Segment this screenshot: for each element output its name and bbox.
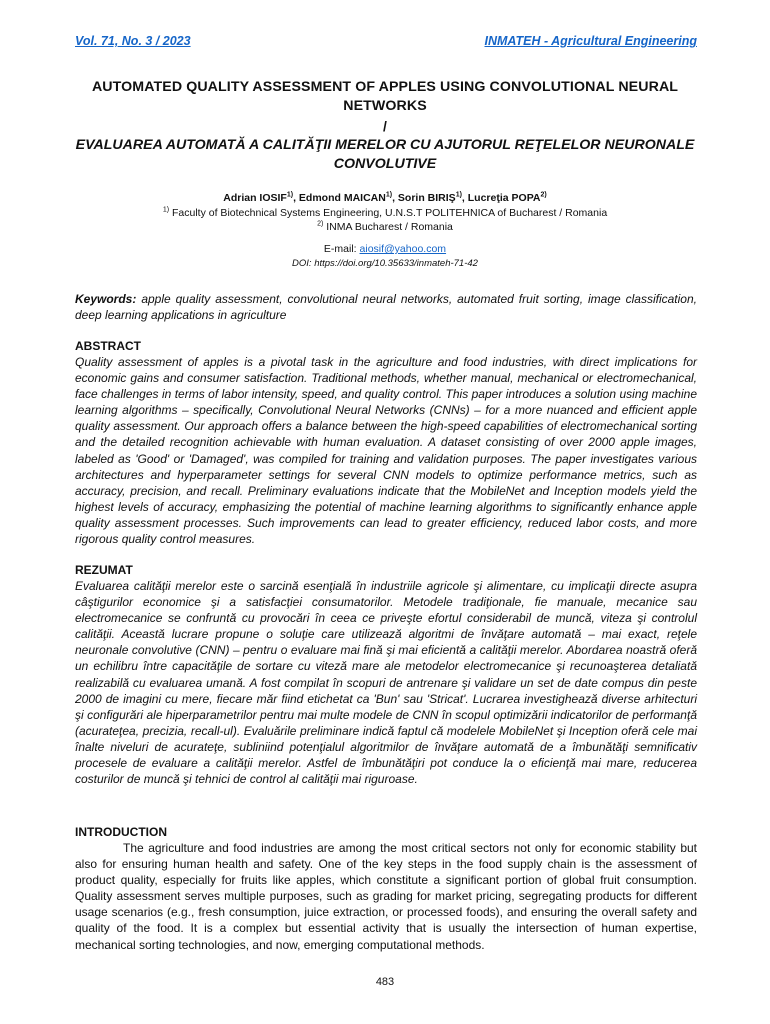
affiliation-2 [75, 221, 695, 233]
keywords-text: apple quality assessment, convolutional neural networks, automated fruit sorting, image classification, deep learning applications in agriculture [75, 292, 697, 322]
email-label: E-mail: [323, 243, 357, 255]
affiliation-mark: 1) [162, 206, 170, 214]
journal-volume-link[interactable]: Vol. 71, No. 3 / 2023 [75, 34, 191, 48]
affiliation-1 [75, 207, 695, 219]
title-romanian: EVALUAREA AUTOMATĂ A CALITĂŢII MERELOR CU AJUTORUL REŢELELOR NEURONALE CONVOLUTIVE [75, 137, 695, 172]
doi: DOI: https://doi.org/10.35633/inmateh-71-42 [292, 258, 478, 269]
author-affiliation-mark: 1) [385, 191, 393, 199]
affiliation-text: Faculty of Biotechnical Systems Engineering, U.N.S.T POLITEHNICA of Bucharest / Romania [172, 207, 608, 219]
page-number: 483 [375, 976, 395, 988]
rezumat-heading: REZUMAT [75, 563, 133, 577]
introduction-text: The agriculture and food industries are among the most critical sectors not only for economic stability but also for ensuring human health and safety. One of the key steps in the food supply chain is the assessment of product quality, especially for fruits like apples, which constitute a significant portion of global fruit consumption. Quality assessment serves multiple purposes, such as grading for market pricing, segregating products for different usage scenarios (e.g., fresh consumption, juice extraction, or processed foods), and ensuring the overall safety and quality of the food. It is a complex but essential activity that is usually the intersection of human expertise, mechanical sorting technologies, and now, emerging computational methods. [75, 841, 697, 952]
abstract-heading: ABSTRACT [75, 339, 141, 353]
author-name: Lucreţia POPA [467, 192, 541, 204]
author-affiliation-mark: 1) [286, 191, 294, 199]
author-name: Edmond MAICAN [298, 192, 386, 204]
author-name: Sorin BIRIŞ [397, 192, 456, 204]
journal-name-link[interactable]: INMATEH - Agricultural Engineering [484, 34, 697, 48]
author-list: Adrian IOSIF$^{1)}$, Edmond MAICAN$^{1)}$, Sorin BIRIŞ$^{1)}$, Lucreţia POPA$^{2)}$ [223, 191, 547, 204]
keywords-label: Keywords: [75, 292, 137, 306]
title-separator: / [383, 118, 387, 134]
contact-email [75, 243, 695, 255]
author-affiliation-mark: 2) [540, 191, 547, 199]
title-english: AUTOMATED QUALITY ASSESSMENT OF APPLES USING CONVOLUTIONAL NEURAL NETWORKS [91, 79, 679, 114]
author-affiliation-mark: 1) [455, 191, 462, 199]
introduction-heading: INTRODUCTION [75, 825, 167, 839]
rezumat-text: Evaluarea calităţii merelor este o sarcină esenţială în industriile agricole şi alimentare, cu implicaţii directe asupra câştigurilor economice şi a satisfacţiei consumatorilor. Metodele tradiţionale, fie manuale, mecanice sau electromecanice se confruntă cu provocări în ceea ce priveşte efortul considerabil de muncă, viteza şi controlul calităţii. Această lucrare propune o soluţie care utilizează algoritmi de învăţare automată – mai exact, reţele neuronale convolutive (CNN) – pentru o evaluare mai fină şi mai eficientă a calităţii merelor. Abordarea noastră oferă un echilibru între capacităţile de sortare cu viteză mare ale metodelor electromecanice şi recunoaşterea detaliată realizabilă cu evaluarea umană. A fost compilat în scopuri de antrenare şi validare un set de date compus din peste 2000 de imagini cu mere, fiecare măr fiind etichetat ca 'Bun' sau 'Stricat'. Lucrarea investighează diverse arhitecturi şi configurări ale hiperparametrilor pentru mai multe modele de CNN în scopul optimizării indicatorilor de performanţă (acurateţea, precizia, recall-ul). Evaluările preliminare indică faptul că modelele MobileNet şi Inception oferă cele mai înalte niveluri de acurateţe, subliniind potenţialul algoritmilor de învăţare automată de a îmbunătăţi semnificativ procesele de evaluare a calităţii merelor. Astfel de îmbunătăţiri pot conduce la o eficienţă mai mare, reducerea costurilor de muncă şi tehnici de control al calităţii mai riguroase. [75, 579, 697, 787]
affiliation-mark: 2) [317, 220, 324, 228]
author-name: Adrian IOSIF [223, 192, 287, 204]
abstract-text: Quality assessment of apples is a pivotal task in the agriculture and food industries, with direct implications for economic gains and consumer satisfaction. Traditional methods, whether manual, mechanical or electromechanical, face challenges in terms of labor intensity, speed, and quality control. This paper introduces a solution using machine learning algorithms – specifically, Convolutional Neural Networks (CNNs) – for a more nuanced and efficient apple quality assessment. Our approach offers a balance between the high-speed capabilities of electromechanical sorting and the detailed recognition achievable with human evaluation. A dataset consisting of over 2000 apple images, labeled as 'Good' or 'Damaged', was compiled for training and validation purposes. The paper investigates various architectures and hyperparameter settings for several CNN models to optimize performance metrics, such as accuracy, precision, and recall. Preliminary evaluations indicate that the MobileNet and Inception models yield the highest levels of accuracy, emphasizing the potential of machine learning algorithms to significantly enhance apple quality assessment processes. Such improvements can lead to greater efficiency, reduced labor costs, and more rigorous quality control measures. [75, 355, 697, 547]
keywords [75, 291, 697, 323]
email-link[interactable]: aiosif@yahoo.com [359, 243, 447, 255]
affiliation-text: INMA Bucharest / Romania [326, 221, 453, 233]
